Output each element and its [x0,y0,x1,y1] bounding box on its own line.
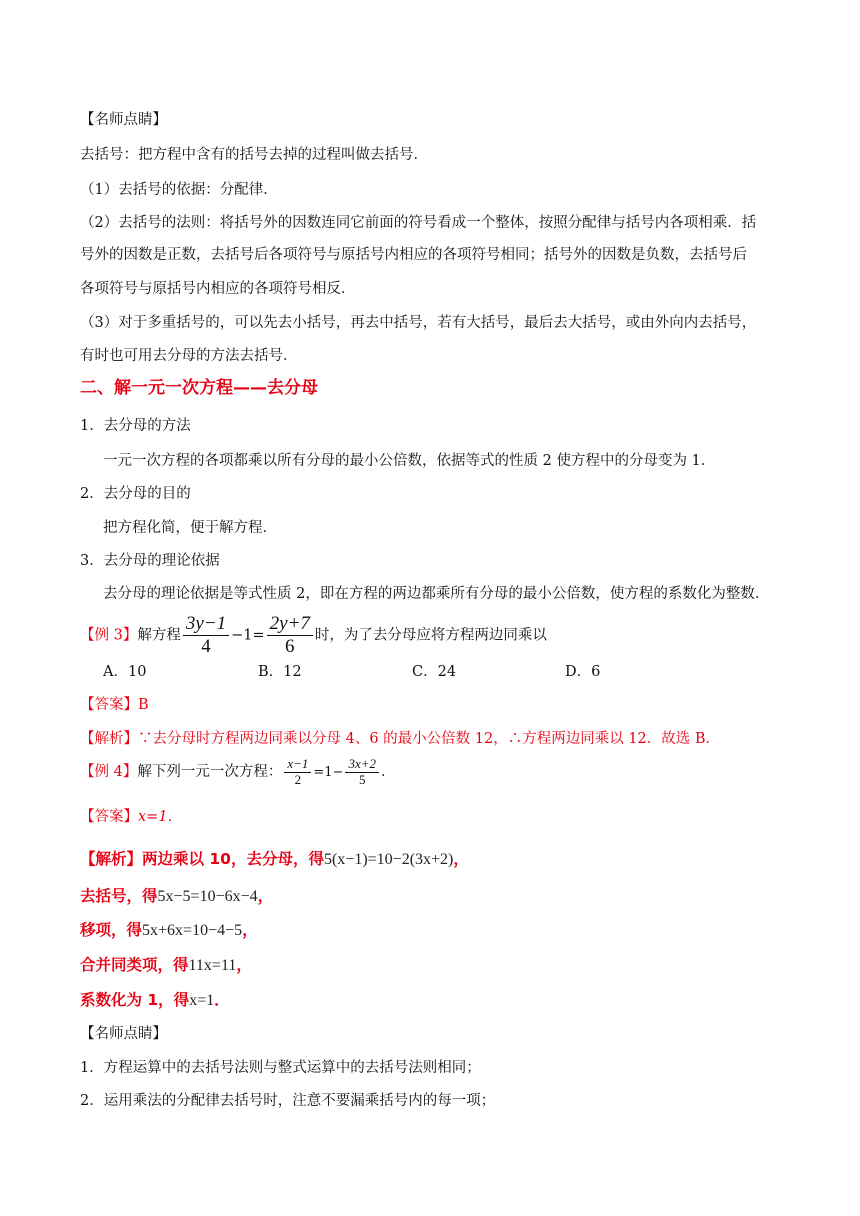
solution-step-5-label: 系数化为 1，得 [80,991,190,1009]
solution-step-4 [80,955,252,976]
solution-step-1-label: 【解析】两边乘以 10，去分母，得 [80,850,324,868]
example-3-answer [80,695,149,715]
solution-step-5 [80,990,230,1011]
example-3-fraction-2-numerator: 2y+7 [267,613,313,636]
example-4-fraction-2-denominator: 5 [358,771,366,787]
tip-point-3-line-1: （3）对于多重括号的，可以先去小括号，再去中括号，若有大括号，最后去大括号，或由外向内去括号， [80,315,757,331]
tip-point-3-line-2: 有时也可用去分母的方法去括号． [80,348,298,364]
example-3-solution [80,729,720,749]
solution-step-3 [80,920,258,941]
example-4-tag: 【例 4】 [80,764,138,780]
example-4-fraction-2 [345,757,379,788]
example-3-fraction-1 [183,613,229,658]
example-4-middle: =1− [313,765,344,780]
tip-heading: 【名师点睛】 [80,112,167,128]
solution-step-3-end: ， [242,921,258,939]
example-3-suffix: 时，为了去分母应将方程两边同乘以 [314,627,547,644]
example-4-suffix: ． [381,764,396,780]
solution-step-3-math: 5x+6x=10−4−5 [142,922,243,939]
section-heading: 二、解一元一次方程——去分母 [80,378,318,398]
option-c: C．24 [412,664,457,680]
example-3-question [80,613,547,658]
tip-point-2-line-3: 各项符号与原括号内相应的各项符号相反． [80,281,356,297]
tip-heading-2: 【名师点睛】 [80,1026,167,1042]
solution-step-2-label: 去括号，得 [80,887,158,905]
example-4-fraction-1 [284,757,311,788]
example-3-fraction-1-numerator: 3y−1 [183,613,229,636]
example-4-answer [80,807,182,827]
basis-body: 去分母的理论依据是等式性质 2，即在方程的两边都乘所有分母的最小公倍数，使方程的系数化为整数． [103,586,770,602]
solution-step-1-end: ， [453,850,469,868]
basis-title: 3．去分母的理论依据 [80,553,220,569]
tip-point-2-line-2: 号外的因数是正数，去括号后各项符号与原括号内相应的各项符号相同；括号外的因数是负数，去括号后 [80,247,747,263]
purpose-title: 2．去分母的目的 [80,486,191,502]
solution-step-4-label: 合并同类项，得 [80,956,189,974]
tip2-point-2: 2．运用乘法的分配律去括号时，注意不要漏乘括号内的每一项； [80,1093,496,1109]
solution-step-1-math: 5(x−1)=10−2(3x+2) [323,851,454,868]
tip-definition: 去括号：把方程中含有的括号去掉的过程叫做去括号． [80,147,428,163]
solution-step-2-math: 5x−5=10−6x−4 [157,888,258,905]
option-a: A．10 [103,664,147,680]
solution-step-4-end: ， [236,956,252,974]
example-4-fraction-1-denominator: 2 [294,771,302,787]
example-3-fraction-2 [267,613,313,658]
solution-step-1 [80,849,469,870]
example-3-fraction-1-denominator: 4 [201,635,211,657]
solution-step-3-label: 移项，得 [80,921,143,939]
purpose-body: 把方程化简，便于解方程． [103,520,277,536]
tip2-point-1: 1．方程运算中的去括号法则与整式运算中的去括号法则相同； [80,1060,481,1076]
example-4-answer-value: x=1． [138,809,183,825]
tip-point-1: （1）去括号的依据：分配律． [80,182,278,198]
example-3-solution-tag: 【解析】 [80,731,138,747]
solution-step-2-end: ， [257,887,274,905]
method-title: 1．去分母的方法 [80,418,191,434]
solution-step-2 [80,886,273,907]
example-3-prefix: 解方程 [137,627,181,644]
method-body: 一元一次方程的各项都乘以所有分母的最小公倍数，依据等式的性质 2 使方程中的分母变为 1． [103,453,716,469]
tip-point-2-line-1: （2）去括号的法则：将括号外的因数连同它前面的符号看成一个整体，按照分配律与括号内各项相乘．括 [80,215,757,231]
solution-step-4-math: 11x=11 [188,957,237,974]
solution-step-5-end: ． [214,991,230,1009]
example-3-middle: −1= [231,627,265,644]
option-d: D．6 [565,664,601,680]
example-3-solution-text: ∵去分母时方程两边同乘以分母 4、6 的最小公倍数 12，∴方程两边同乘以 12．故选 B． [138,731,721,747]
example-3-fraction-2-denominator: 6 [285,635,295,657]
example-4-fraction-1-numerator: x−1 [284,757,311,773]
example-3-tag: 【例 3】 [80,627,138,644]
example-4-prefix: 解下列一元一次方程： [137,764,283,780]
example-4-question [80,752,396,793]
example-3-answer-value: B [138,697,149,713]
example-4-answer-tag: 【答案】 [80,809,138,825]
example-3-answer-tag: 【答案】 [80,697,138,713]
solution-step-5-math: x=1 [189,992,215,1009]
example-4-fraction-2-numerator: 3x+2 [345,757,379,773]
option-b: B．12 [258,664,302,680]
